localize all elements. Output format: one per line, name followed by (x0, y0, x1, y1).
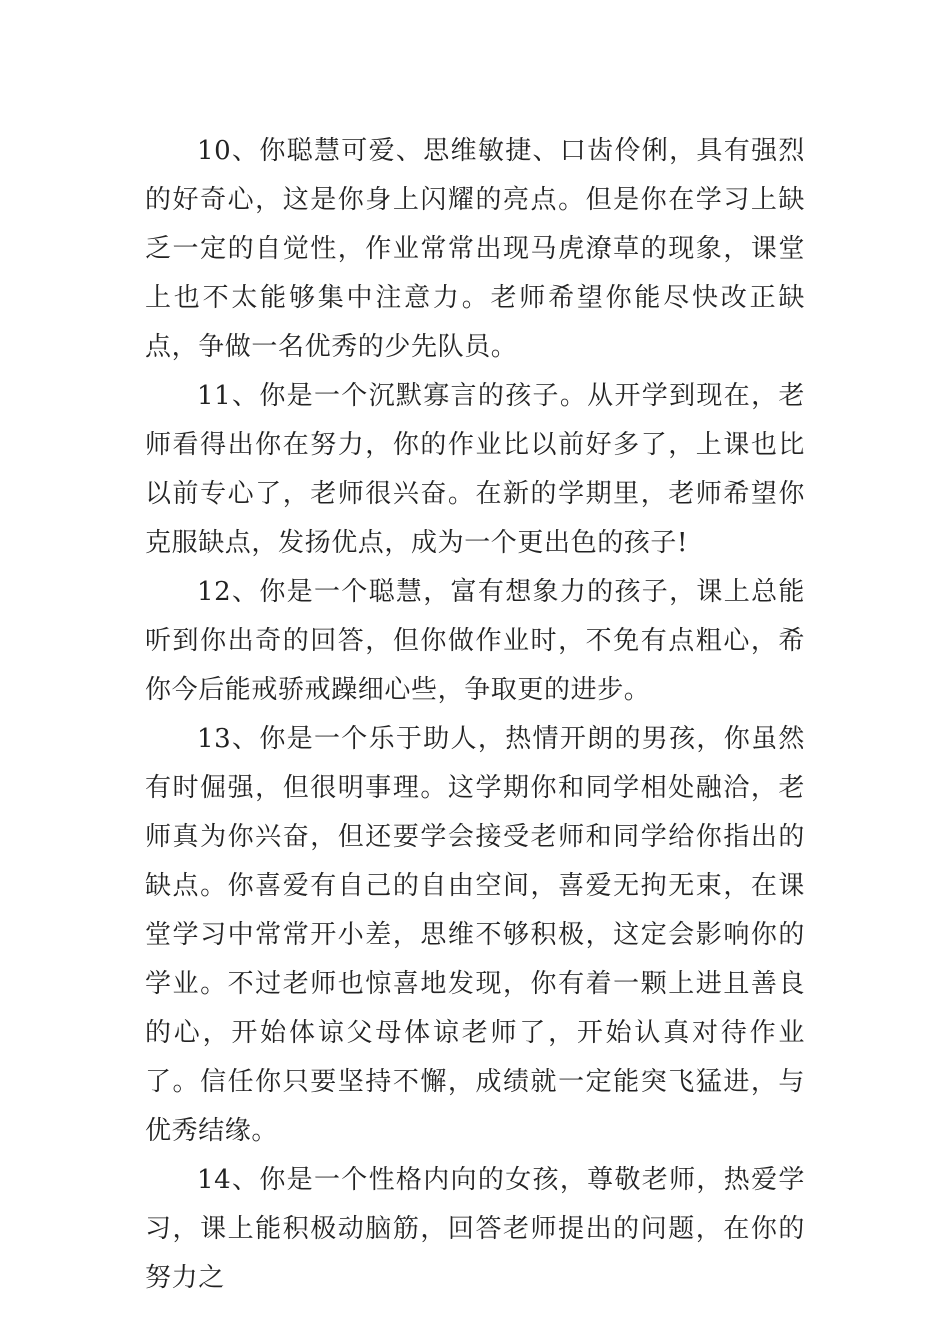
paragraph-10: 10、你聪慧可爱、思维敏捷、口齿伶俐，具有强烈的好奇心，这是你身上闪耀的亮点。但是你在学习上缺乏一定的自觉性，作业常常出现马虎潦草的现象，课堂上也不太能够集中注意力。老师希望你能尽快改正缺点，争做一名优秀的少先队员。 (145, 136, 805, 362)
paragraph-11: 11、你是一个沉默寡言的孩子。从开学到现在，老师看得出你在努力，你的作业比以前好多了，上课也比以前专心了，老师很兴奋。在新的学期里，老师希望你克服缺点，发扬优点，成为一个更出色的孩子! (145, 381, 805, 558)
paragraph-12: 12、你是一个聪慧，富有想象力的孩子，课上总能听到你出奇的回答，但你做作业时，不免有点粗心，希你今后能戒骄戒躁细心些，争取更的进步。 (145, 577, 805, 705)
document-body (145, 127, 805, 1303)
paragraph-13: 13、你是一个乐于助人，热情开朗的男孩，你虽然有时倔强，但很明事理。这学期你和同学相处融洽，老师真为你兴奋，但还要学会接受老师和同学给你指出的缺点。你喜爱有自己的自由空间，喜爱无拘无束，在课堂学习中常常开小差，思维不够积极，这定会影响你的学业。不过老师也惊喜地发现，你有着一颗上进且善良的心，开始体谅父母体谅老师了，开始认真对待作业了。信任你只要坚持不懈，成绩就一定能突飞猛进，与优秀结缘。 (145, 724, 805, 1146)
paragraph-14: 14、你是一个性格内向的女孩，尊敬老师，热爱学习，课上能积极动脑筋，回答老师提出的问题，在你的努力之 (145, 1165, 805, 1293)
